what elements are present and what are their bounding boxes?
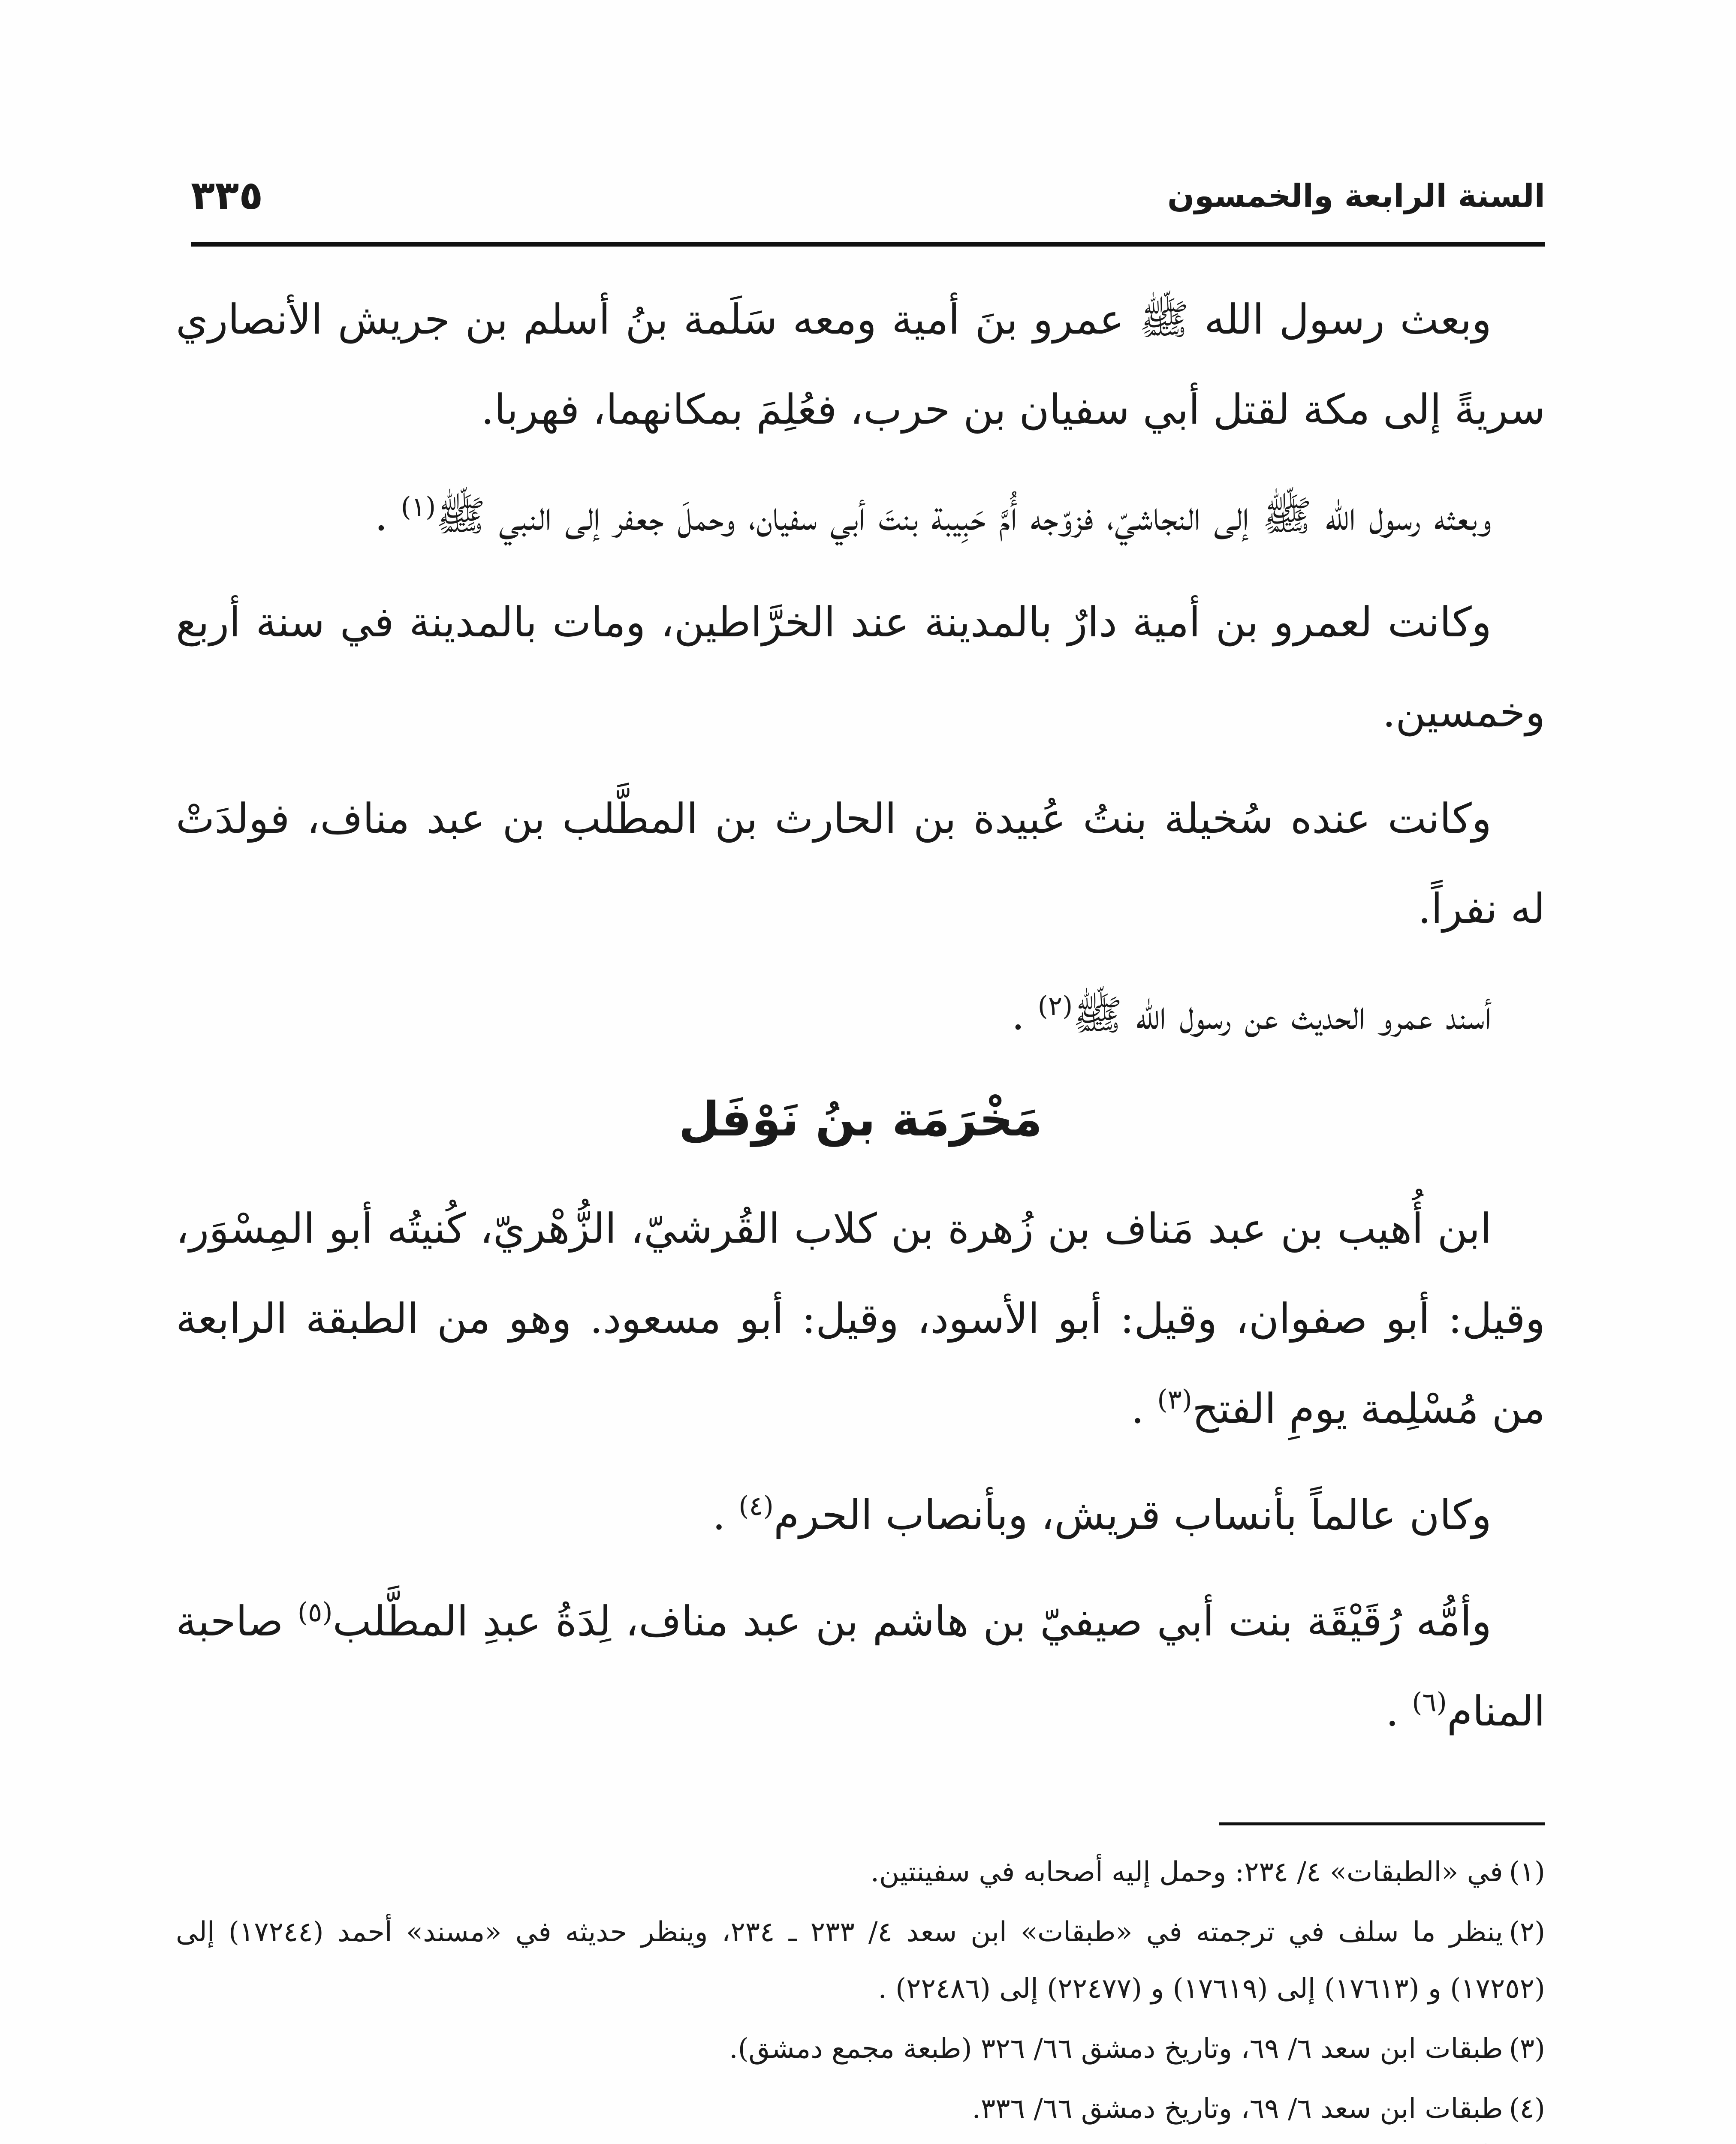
paragraph-text: ابن أُهيب بن عبد مَناف بن زُهرة بن كلاب القُرشيّ، الزُّهْريّ، كُنيتُه أبو المِسْوَر، وقيل: أبو صفوان، وقيل: أبو الأسود، وقيل: أبو مسعود. وهو من الطبقة الرابعة من مُسْلِمة يومِ الفتح (176, 1204, 1545, 1433)
footnote-text: ينظر ما سلف في ترجمته في «طبقات» ابن سعد ٤/ ٢٣٣ ـ ٢٣٤، وينظر حديثه في «مسند» أحمد (١٧٢٤٤) إلى (١٧٢٥٢) و (١٧٦١٣) إلى (١٧٦١٩) و (٢٢٤٧٧) إلى (٢٢٤٨٦) . (176, 1916, 1545, 2005)
paragraph (176, 970, 1545, 1060)
running-header (191, 172, 1545, 236)
footnote (176, 1844, 1545, 1900)
footnote-ref[interactable]: (٢) (1037, 990, 1073, 1021)
paragraph-text: وكانت لعمرو بن أمية دارٌ بالمدينة عند الخرَّاطين، ومات بالمدينة في سنة أربع وخمسين. (176, 598, 1545, 736)
paragraph-text: وكانت عنده سُخيلة بنتُ عُبيدة بن الحارث بن المطَّلب بن عبد مناف، فولدَتْ له نفراً. (176, 795, 1545, 933)
footnote-ref[interactable]: (٣) (1157, 1384, 1192, 1415)
paragraph (176, 1576, 1545, 1756)
paragraph (176, 1470, 1545, 1560)
footnote-text: في «الطبقات» ٤/ ٢٣٤: وحمل إليه أصحابه في سفينتين. (870, 1856, 1503, 1888)
footnote-ref[interactable]: (٤) (738, 1490, 774, 1521)
footnote-number: (٤) (1509, 2093, 1545, 2125)
footnote-number: (١) (1509, 1856, 1545, 1888)
paragraph-text: وأمُّه رُقَيْقَة بنت أبي صيفيّ بن هاشم بن عبد مناف، لِدَةُ عبدِ المطَّلب (332, 1597, 1492, 1645)
footnote (176, 2141, 1545, 2144)
paragraph (176, 1183, 1545, 1454)
paragraph-text: وكان عالماً بأنساب قريش، وبأنصاب الحرم (773, 1491, 1492, 1539)
footnote-number: (٢) (1509, 1916, 1546, 1948)
paragraph (176, 471, 1545, 561)
footnote (176, 1904, 1545, 2017)
main-text (176, 274, 1545, 1773)
footnote-text: طبقات ابن سعد ٦/ ٦٩، وتاريخ دمشق ٦٦/ ٣٢٦ (طبعة مجمع دمشق). (729, 2033, 1503, 2065)
footnote-separator (1219, 1822, 1545, 1825)
paragraph-text: وبعثه رسول الله ﷺ إلى النجاشيّ، فزوّجه أُمَّ حَبِيبة بنتَ أبي سفيان، وحملَ جعفر إلى النبي ﷺ (436, 492, 1492, 540)
paragraph (176, 774, 1545, 954)
footnote (176, 2081, 1545, 2137)
footnote-ref[interactable]: (١) (401, 491, 436, 522)
paragraph-text: وبعث رسول الله ﷺ عمرو بنَ أمية ومعه سَلَمة بنُ أسلم بن جريش الأنصاري سريةً إلى مكة لقتل أبي سفيان بن حرب، فعُلِمَ بمكانهما، فهربا. (176, 295, 1545, 434)
footnote-text: طبقات ابن سعد ٦/ ٦٩، وتاريخ دمشق ٦٦/ ٣٣٦. (972, 2093, 1503, 2125)
section-title: مَخْرَمَة بنُ نَوْفَل (678, 1092, 1043, 1147)
page-number: ٣٣٥ (191, 172, 263, 218)
paragraph-text: صاحبة المنام (176, 1597, 1545, 1735)
paragraph-text: أسند عمرو الحديث عن رسول الله ﷺ (1073, 991, 1492, 1039)
paragraph (176, 274, 1545, 455)
paragraph-end: . (1131, 1385, 1157, 1433)
header-rule (191, 242, 1545, 247)
footnotes (176, 1844, 1545, 2144)
footnote-ref[interactable]: (٥) (297, 1596, 333, 1628)
running-title: السنة الرابعة والخمسون (1167, 178, 1545, 214)
paragraph-end: . (1386, 1687, 1412, 1735)
footnote-number: (٣) (1509, 2033, 1545, 2065)
paragraph-end: . (1011, 991, 1038, 1039)
footnote-ref[interactable]: (٦) (1412, 1686, 1447, 1718)
paragraph-end: . (374, 492, 401, 540)
footnote (176, 2021, 1545, 2077)
paragraph-end: . (712, 1491, 739, 1539)
paragraph (176, 577, 1545, 757)
